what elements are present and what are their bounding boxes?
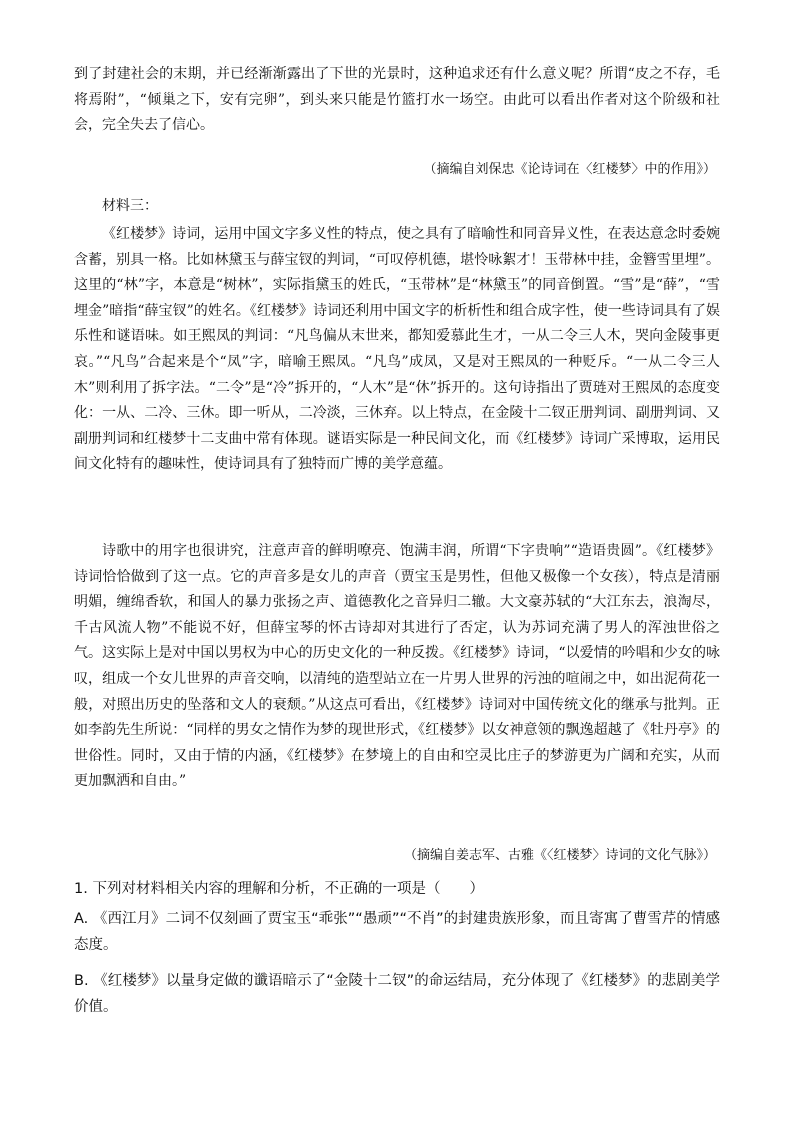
- question-1-stem: 1. 下列对材料相关内容的理解和分析，不正确的一项是（ ）: [74, 881, 484, 897]
- material3-source: （摘编自姜志军、古雅《〈红楼梦〉诗词的文化气脉》）: [403, 848, 716, 863]
- material3-paragraph-2: 诗歌中的用字也很讲究，注意声音的鲜明嘹亮、饱满丰润，所谓“下字贵响”“造语贵圆”。《红楼梦》诗词恰恰做到了这一点。它的声音多是女儿的声音（贾宝玉是男性，但他又极像一个女孩），特点是清丽明媚，缠绵香软，和国人的暴力张扬之声、道德教化之音异归二辙。大文豪苏轼的“大江东去，浪淘尽，千古风流人物”不能说不好，但薛宝琴的怀古诗却对其进行了否定，认为苏词充满了男人的浑浊世俗之气。这实际上是对中国以男权为中心的历史文化的一种反拨。《红楼梦》诗词，“以爱情的吟唱和少女的咏叹，组成一个女儿世界的声音交响，以清纯的造型站立在一片男人世界的污浊的喧闹之中，如出泥荷花一般，对照出历史的坠落和文人的衰颓。”从这点可看出，《红楼梦》诗词对中国传统文化的继承与批判。正如李韵先生所说：“同样的男女之情作为梦的现世形式，《红楼梦》以女神意领的飘逸超越了《牡丹亭》的世俗性。同时，又由于情的内涵，《红楼梦》在梦境上的自由和空灵比庄子的梦游更为广阔和充实，从而更加飘洒和自由。”: [74, 543, 720, 790]
- question-1-option-b: B. 《红楼梦》以量身定做的谶语暗示了“金陵十二钗”的命运结局，充分体现了《红楼梦》的悲剧美学价值。: [74, 973, 720, 1015]
- material2-source: （摘编自刘保忠《论诗词在〈红楼梦〉中的作用》）: [423, 162, 716, 177]
- material2-continued-paragraph: 到了封建社会的末期，并已经渐渐露出了下世的光景时，这种追求还有什么意义呢？所谓“皮之不存，毛将焉附”，“倾巢之下，安有完卵”，到头来只能是竹篮打水一场空。由此可以看出作者对这个阶级和社会，完全失去了信心。: [74, 66, 720, 134]
- material3-label: 材料三：: [102, 198, 158, 214]
- material3-paragraph-1: 《红楼梦》诗词，运用中国文字多义性的特点，使之具有了暗喻性和同音异义性，在表达意念时委婉含蓄，别具一格。比如林黛玉与薛宝钗的判词，“可叹停机德，堪怜咏絮才！玉带林中挂，金簪雪里埋”。这里的“林”字，本意是“树林”，实际指黛玉的姓氏，“玉带林”是“林黛玉”的同音倒置。“雪”是“薛”，“雪埋金”暗指“薛宝钗”的姓名。《红楼梦》诗词还利用中国文字的析析性和组合成字性，使一些诗词具有了娱乐性和谜语味。如王熙凤的判词：“凡鸟偏从末世来，都知爱慕此生才，一从二令三人木，哭向金陵事更哀。”“凡鸟”合起来是个“凤”字，暗喻王熙凤。“凡鸟”成凤，又是对王熙凤的一种贬斥。“一从二令三人木”则利用了拆字法。“二令”是“冷”拆开的，“人木”是“休”拆开的。这句诗指出了贾琏对王熙凤的态度变化：一从、二冷、三休。即一听从，二冷淡，三休弃。以上特点，在金陵十二钗正册判词、副册判词、又副册判词和红楼梦十二支曲中常有体现。谜语实际是一种民间文化，而《红楼梦》诗词广采博取，运用民间文化特有的趣味性，使诗词具有了独特而广博的美学意蕴。: [74, 226, 720, 473]
- question-1-option-a: A. 《西江月》二词不仅刻画了贾宝玉“乖张”“愚顽”“不肖”的封建贵族形象，而且寄寓了曹雪芹的情感态度。: [74, 911, 720, 953]
